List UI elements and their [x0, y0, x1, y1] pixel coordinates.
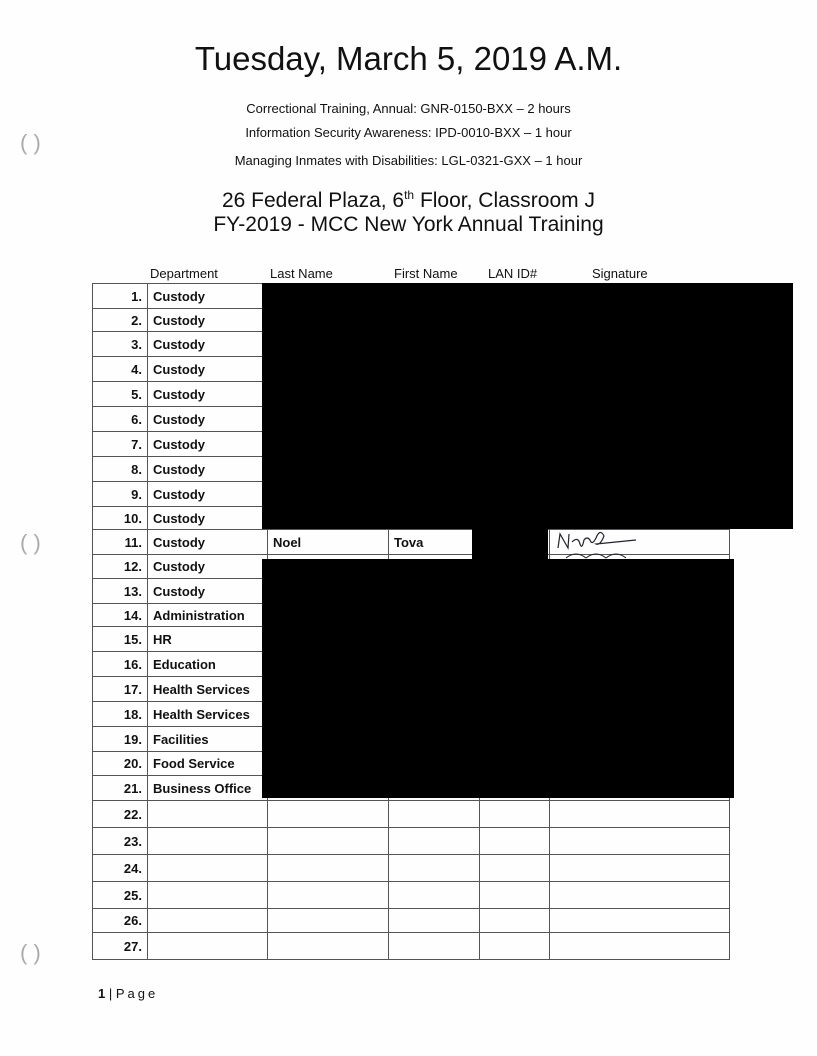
cell-n: 24. [93, 855, 148, 882]
cell-dept: Custody [148, 579, 268, 604]
cell-n: 20. [93, 752, 148, 776]
cell-n: 12. [93, 555, 148, 579]
course-line: Correctional Training, Annual: GNR-0150-BXX – 2 hours [246, 101, 571, 116]
table-row [93, 909, 730, 933]
cell-dept: Food Service [148, 752, 268, 776]
redaction [472, 529, 548, 559]
page-number: 1 [98, 986, 106, 1001]
cell-sig [550, 801, 730, 828]
cell-sig [550, 855, 730, 882]
location-text: Floor, Classroom J [414, 189, 595, 212]
cell-n: 10. [93, 507, 148, 530]
page-label: Page [115, 986, 159, 1001]
table-row [93, 801, 730, 828]
cell-n: 6. [93, 407, 148, 432]
cell-sig [550, 828, 730, 855]
course-line: Managing Inmates with Disabilities: LGL-0321-GXX – 1 hour [234, 153, 583, 168]
location-text: 26 Federal Plaza, 6 [221, 189, 405, 212]
table-row [93, 828, 730, 855]
cell-n: 13. [93, 579, 148, 604]
cell-first: Tova [389, 530, 480, 555]
col-last-name: Last Name [270, 266, 333, 281]
cell-last [268, 801, 389, 828]
table-row [93, 855, 730, 882]
course-line: Information Security Awareness: IPD-0010-BXX – 1 hour [245, 125, 572, 140]
page-title: Tuesday, March 5, 2019 A.M. [194, 40, 623, 77]
cell-n: 9. [93, 482, 148, 507]
cell-n: 1. [93, 284, 148, 309]
cell-dept: Custody [148, 407, 268, 432]
cell-n: 11. [93, 530, 148, 555]
cell-first [389, 909, 480, 933]
cell-lan [480, 801, 550, 828]
cell-first [389, 933, 480, 960]
cell-sig [550, 909, 730, 933]
cell-dept [148, 828, 268, 855]
cell-dept: Custody [148, 284, 268, 309]
cell-dept: Administration [148, 604, 268, 627]
table-row [93, 882, 730, 909]
cell-dept: HR [148, 627, 268, 652]
cell-last [268, 882, 389, 909]
cell-n: 3. [93, 332, 148, 357]
cell-last [268, 855, 389, 882]
cell-dept: Custody [148, 457, 268, 482]
cell-dept: Custody [148, 309, 268, 332]
cell-dept: Custody [148, 332, 268, 357]
cell-n: 5. [93, 382, 148, 407]
cell-first [389, 882, 480, 909]
cell-n: 16. [93, 652, 148, 677]
cell-sig [550, 933, 730, 960]
cell-first [389, 828, 480, 855]
cell-dept [148, 855, 268, 882]
cell-lan [480, 882, 550, 909]
cell-n: 21. [93, 776, 148, 801]
redaction [262, 559, 734, 798]
cell-n: 17. [93, 677, 148, 702]
cell-sig [550, 882, 730, 909]
location [0, 188, 817, 213]
cell-dept: Facilities [148, 727, 268, 752]
cell-n: 14. [93, 604, 148, 627]
cell-dept: Custody [148, 357, 268, 382]
col-department: Department [150, 266, 218, 281]
cell-n: 23. [93, 828, 148, 855]
cell-n: 25. [93, 882, 148, 909]
punch-hole: ( ) [20, 530, 41, 555]
cell-dept [148, 933, 268, 960]
cell-lan [480, 933, 550, 960]
cell-dept: Custody [148, 530, 268, 555]
cell-last [268, 909, 389, 933]
col-first-name: First Name [394, 266, 458, 281]
cell-first [389, 801, 480, 828]
cell-last [268, 828, 389, 855]
cell-n: 19. [93, 727, 148, 752]
cell-dept: Custody [148, 555, 268, 579]
cell-lan [480, 855, 550, 882]
cell-dept: Business Office [148, 776, 268, 801]
cell-n: 4. [93, 357, 148, 382]
cell-dept: Custody [148, 482, 268, 507]
table-row [93, 933, 730, 960]
punch-hole: ( ) [20, 940, 41, 965]
cell-n: 26. [93, 909, 148, 933]
cell-dept: Health Services [148, 677, 268, 702]
cell-n: 27. [93, 933, 148, 960]
cell-dept: Custody [148, 507, 268, 530]
col-signature: Signature [592, 266, 648, 281]
cell-dept: Education [148, 652, 268, 677]
cell-n: 18. [93, 702, 148, 727]
cell-last: Noel [268, 530, 389, 555]
program-title: FY-2019 - MCC New York Annual Training [213, 213, 604, 236]
cell-lan [480, 828, 550, 855]
cell-dept [148, 882, 268, 909]
cell-dept [148, 801, 268, 828]
cell-n: 8. [93, 457, 148, 482]
cell-n: 15. [93, 627, 148, 652]
cell-lan [480, 909, 550, 933]
punch-hole: ( ) [20, 130, 41, 155]
cell-n: 22. [93, 801, 148, 828]
cell-n: 2. [93, 309, 148, 332]
location-sup: th [404, 188, 415, 202]
cell-n: 7. [93, 432, 148, 457]
cell-dept [148, 909, 268, 933]
col-lan-id: LAN ID# [488, 266, 538, 281]
cell-dept: Custody [148, 382, 268, 407]
cell-dept: Health Services [148, 702, 268, 727]
page-footer: 1 | Page [98, 986, 159, 1001]
signature-image [556, 528, 676, 560]
cell-first [389, 855, 480, 882]
cell-dept: Custody [148, 432, 268, 457]
cell-last [268, 933, 389, 960]
redaction [262, 283, 793, 529]
